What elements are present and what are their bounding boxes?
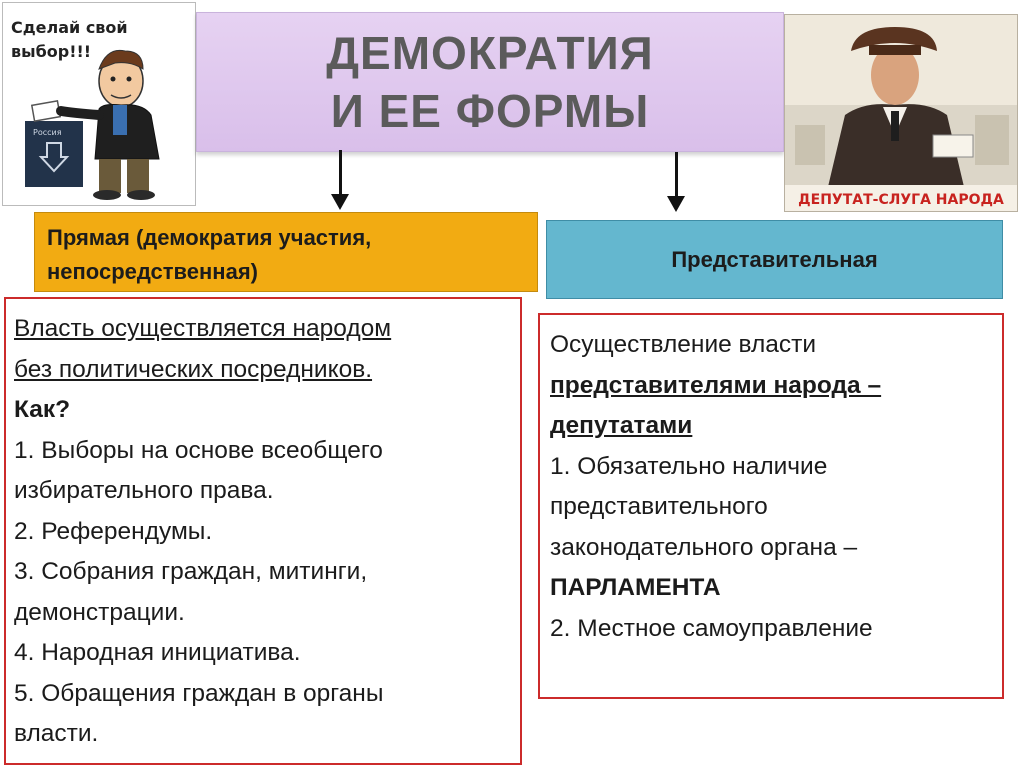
representative-label: Представительная: [671, 246, 878, 272]
direct-item: демонстрации.: [14, 598, 185, 626]
repr-text-line-2: представителями народа –: [550, 371, 882, 399]
direct-item: 2. Референдумы.: [14, 517, 213, 545]
direct-text-line-2: без политических посредников.: [14, 355, 373, 383]
direct-label-line-1: Прямая (демократия участия,: [47, 225, 372, 250]
poster-caption: ДЕПУТАТ-СЛУГА НАРОДА: [798, 192, 1004, 208]
direct-item: 3. Собрания граждан, митинги,: [14, 558, 368, 585]
direct-item: власти.: [14, 720, 99, 747]
title-line-2: И ЕЕ ФОРМЫ: [330, 85, 650, 137]
direct-text-line-1: Власть осуществляется народом: [14, 315, 392, 342]
direct-item: 1. Выборы на основе всеобщего: [14, 436, 383, 464]
deputy-poster-image: [784, 14, 1018, 212]
ballot-box-label: Россия: [33, 128, 62, 137]
representative-democracy-description: [538, 313, 1004, 699]
arrow-down-left-icon: [331, 150, 349, 210]
repr-text-line-4: 1. Обязательно наличие: [550, 452, 828, 480]
direct-democracy-header: [34, 212, 538, 292]
voter-cartoon-image: [2, 2, 196, 206]
direct-item: 4. Народная инициатива.: [14, 639, 301, 666]
cartoon-caption-2: выбор!!!: [11, 42, 92, 61]
repr-text-line-6: законодательного органа –: [550, 533, 858, 561]
title-banner: [196, 12, 784, 152]
arrow-down-right-icon: [667, 152, 685, 212]
title-line-1: ДЕМОКРАТИЯ: [326, 27, 654, 79]
cartoon-caption-1: Сделай свой: [11, 18, 128, 37]
repr-text-line-1: Осуществление власти: [550, 331, 817, 358]
direct-how-heading: Как?: [14, 396, 71, 423]
direct-label-line-2: непосредственная): [47, 259, 258, 284]
repr-text-line-7: ПАРЛАМЕНТА: [550, 574, 721, 601]
direct-item: 5. Обращения граждан в органы: [14, 679, 384, 707]
repr-text-line-8: 2. Местное самоуправление: [550, 614, 873, 642]
repr-text-line-3: депутатами: [550, 412, 693, 439]
repr-text-line-5: представительного: [550, 493, 768, 520]
representative-democracy-header: [546, 220, 1003, 299]
direct-item: избирательного права.: [14, 477, 274, 504]
direct-democracy-description: [4, 297, 522, 765]
